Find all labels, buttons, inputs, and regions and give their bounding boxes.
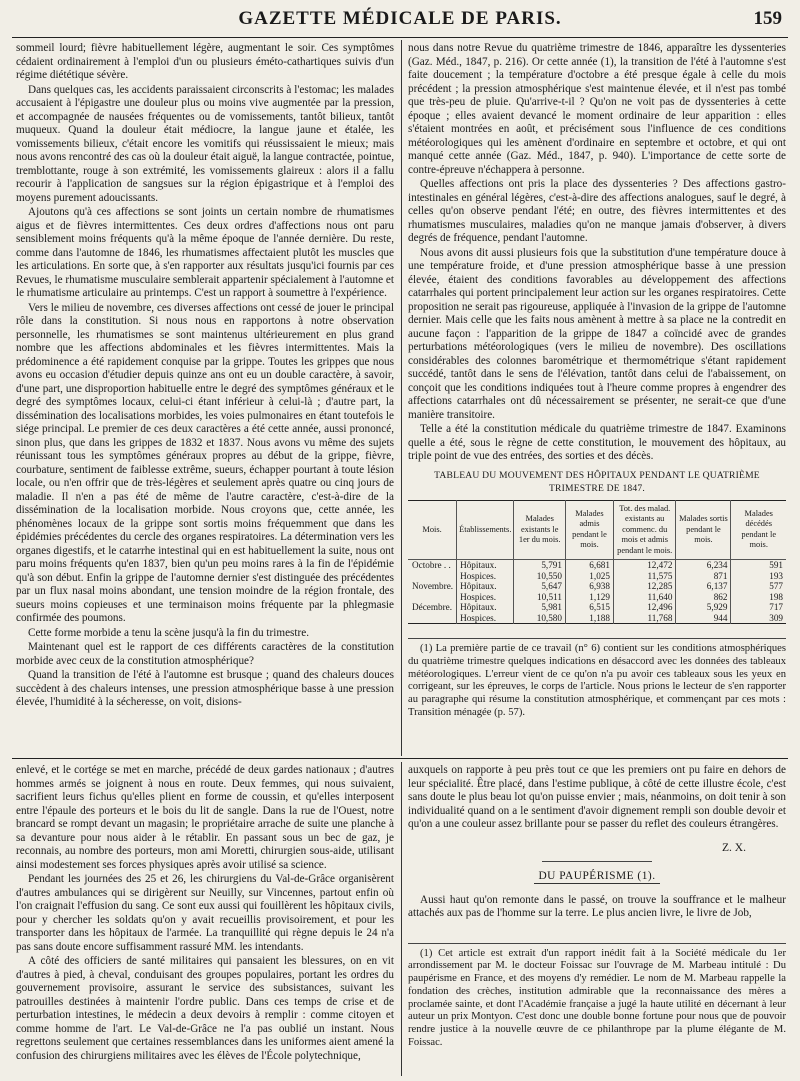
value-cell: 5,929 (676, 602, 731, 613)
column-divider (401, 40, 402, 756)
column-header: Malades décédés pendant le mois. (731, 500, 786, 560)
table-row (408, 571, 786, 582)
month-cell (408, 592, 457, 603)
paragraph: Nous avons dit aussi plusieurs fois que la substitution d'une température douce à une température froide, et d'une pression atmosphérique basse à une pression élevée, étaient des conditions favorables au développement des affections catarrhales qui portent principalement leur action sur les organes respiratoires. Cette proposition ne serait pas rigoureuse, appliquée à l'invasion de la grippe de l'automne dernier. Mais celle que les faits nous amènent à mettre à sa place ne la contredit en aucune façon : l'apparition de la grippe de 1847 a coïncidé avec de grandes perturbations météorologiques (vers le milieu de novembre). Des oscillations considérables des colonnes barométrique et thermométrique s'étant rapidement succédé, tantôt dans le sens de l'élévation, tantôt dans celui de l'abaissement, on conçoit que les conditions indiquées tout à l'heure comme propres à engendrer des affections catarrhales ont dû nécessairement se présenter, ne serait-ce que d'une manière transitoire. (408, 246, 786, 421)
value-cell: 6,515 (565, 602, 613, 613)
value-cell: 5,791 (514, 560, 566, 571)
separator (542, 861, 652, 862)
top-footnote-block (408, 638, 786, 720)
table-row (408, 560, 786, 571)
table-row (408, 613, 786, 624)
paragraph: enlevé, et le cortége se met en marche, précédé de deux gardes nationaux ; d'autres hommes armés se joignent à nous en route. Deux femmes, qui nous suivaient, sacrifient leurs fichus qu'elles plient en forme de coussin, et qu'elles interposent entre l'épaule des porteurs et le bois du lit de sangle. Dans la rue de l'Ouest, notre brancard se rompt devant un magasin; le propriétaire arrache de suite une planche à sa devanture pour nous aider à le rétablir. En passant sous un bec de gaz, je reconnais, au nombre des porteurs, mon ami Moretti, chirurgien sous-aide, utilisant ainsi modestement ses forces physiques après avoir utilisé sa science. (16, 764, 394, 871)
month-cell: Novembre. (408, 581, 457, 592)
page-number: 159 (753, 8, 782, 29)
value-cell: 12,472 (613, 560, 675, 571)
value-cell: 193 (769, 570, 783, 581)
value-cell: 11,575 (613, 571, 675, 582)
value-cell: 1,025 (565, 571, 613, 582)
month-cell: Octobre . . (408, 560, 457, 571)
value-cell: 6,681 (565, 560, 613, 571)
value-cell: 198 (769, 591, 783, 602)
paragraph: nous dans notre Revue du quatrième trimestre de 1846, apparaître les dyssenteries (Gaz. Méd., 1847, p. 216). Or cette année (1), la transition de l'été à l'automne s'est faite doucement ; la température d'octobre a été presque égale à celle du mois précédent ; la pression atmosphérique s'est maintenue élevée, et il n'est pas tombé que très-peu de pluie. Qu'arrive-t-il ? Qu'on ne voit pas de dyssenteries à cette époque ; elles avaient devancé le moment ordinaire de leur apparition : elles s'étaient montrées en août, et précisément sous l'influence de ces conditions météorologiques qui les amènent d'ordinaire en septembre et octobre, et qui ont manqué cette année (Gaz. Méd., 1847, p. 940). L'importance de cette sorte de contre-épreuve n'échappera à personne. (408, 42, 786, 176)
paragraph: A côté des officiers de santé militaires qui pansaient les blessures, on en vit d'autres à pied, à cheval, conduisant des groupes populaires, portant les ordres du gouvernement provisoire, assurant le service des subsistances, suivant les patrouilles destinées à maintenir l'ordre public. Dans ces temps de crise et de perturbation intestines, le médecin a deux devoirs à remplir : comme citoyen et comme homme de l'art. Le Val-de-Grâce ne l'a pas oublié un instant. Nous regrettons seulement que certaines ressemblances dans les uniformes aient amené la confusion des chirurgiens militaires avec les élèves de l'École polytechnique, (16, 955, 394, 1062)
bottom-footnote-block (408, 943, 786, 1050)
column-header: Malades admis pendant le mois. (565, 500, 613, 560)
paragraph: Quand la transition de l'été à l'automne est brusque ; quand des chaleurs douces succèdent à des chaleurs intenses, une pression atmosphérique basse à une pression élevée, l'humidité à la sécheresse, on voit, disions- (16, 669, 394, 708)
value-cell: 10,511 (514, 592, 566, 603)
value-cell: 6,938 (565, 581, 613, 592)
paragraph: Maintenant quel est le rapport de ces différents caractères de la constitution morbide avec ceux de la constitution atmosphérique? (16, 641, 394, 667)
paragraph: Pendant les journées des 25 et 26, les chirurgiens du Val-de-Grâce organisèrent d'autres ambulances qui se dirigèrent sur Neuilly, sur Vincennes, partout enfin où l'on craignait l'effusion du sang. Ce sont eux aussi qui fouillèrent les hôpitaux civils, pour y chercher les soldats qu'on y avait recueillis provisoirement, et pour les transporter dans les hôpitaux de l'armée. La tranquillité qui règne depuis le 24 n'a pas sans doute encore suffisamment rassuré MM. les intendants. (16, 873, 394, 953)
table-row (408, 581, 786, 592)
value-cell: 5,647 (514, 581, 566, 592)
paragraph: Telle a été la constitution médicale du quatrième trimestre de 1847. Examinons quelle a été, sous le règne de cette constitution, le mouvement des hôpitaux, au triple point de vue des entrées, des sorties et des décès. (408, 423, 786, 462)
running-title: GAZETTE MÉDICALE DE PARIS. (238, 8, 562, 29)
page-header (12, 8, 788, 34)
value-cell: 577 (769, 581, 783, 591)
signature: Z. X. (722, 841, 746, 854)
establishment-cell: Hôpitaux. (457, 602, 514, 613)
value-cell: 309 (769, 612, 783, 623)
value-cell: 1,188 (565, 613, 613, 624)
value-cell: 6,234 (676, 560, 731, 571)
paragraph: auxquels on rapporte à peu près tout ce que les premiers ont pu faire en dehors de leur spécialité. Être placé, dans l'estime publique, à côté de cette illustre école, c'est sans doute le plus beau lot qu'on puisse envier ; mais, néanmoins, on doit tenir à son individualité quand on a le sentiment d'avoir dignement rempli son double devoir et qu'on a une couleur assez brillante pour se passer du reflet des couleurs étrangères. (408, 764, 786, 830)
section-rule (12, 758, 788, 759)
value-cell: 5,981 (514, 602, 566, 613)
value-cell: 1,129 (565, 592, 613, 603)
value-cell: 717 (769, 602, 783, 612)
column-header: Établissements. (457, 500, 514, 560)
column-header: Malades sortis pendant le mois. (676, 500, 731, 560)
value-cell: 11,768 (613, 613, 675, 624)
value-cell: 871 (676, 571, 731, 582)
top-left-column (16, 42, 394, 754)
establishment-cell: Hôpitaux. (457, 560, 514, 571)
column-divider (401, 762, 402, 1076)
table-caption: TABLEAU DU MOUVEMENT DES HÔPITAUX PENDANT LE QUATRIÈME TRIMESTRE DE 1847. (434, 469, 760, 494)
section-title-text: DU PAUPÉRISME (1). (534, 870, 659, 884)
value-cell: 10,580 (514, 613, 566, 624)
value-cell: 12,285 (613, 581, 675, 592)
establishment-cell: Hospices. (457, 592, 514, 603)
month-cell: Décembre. (408, 602, 457, 613)
value-cell: 591 (769, 560, 783, 570)
paragraph: Ajoutons qu'à ces affections se sont joints un certain nombre de rhumatismes aigus et de fièvres intermittentes. Ces deux ordres d'affections nous ont paru sensiblement moins fréquents qu'à la même époque de l'année dernière. Du reste, comme dans l'automne de 1846, les rhumatismes affectaient plutôt les muscles que les articulations. En sorte que, à s'en rapporter aux résultats jusqu'ici fournis par ces Revues, le rhumatisme musculaire semblerait appartenir spécialement à l'automne et le rhumatisme articulaire au printemps. C'est un rapport à soumettre à l'expérience. (16, 206, 394, 299)
establishment-cell: Hôpitaux. (457, 581, 514, 592)
footnote: (1) La première partie de ce travail (n° 6) contient sur les conditions atmosphériques du quatrième trimestre quelques indications en désaccord avec les données des tableaux météorologiques. L'erreur vient de ce qu'on n'a pu avoir ces tableaux sous les yeux en corrigeant, sur les épreuves, le corps de l'article. Nous prions le lecteur de s'en rapporter au paragraphe qui résume la constitution atmosphérique, et commençant par ces mots : Transition ménagée (p. 57). (408, 643, 786, 718)
value-cell: 6,137 (676, 581, 731, 592)
footnote: (1) Cet article est extrait d'un rapport inédit fait à la Société médicale du 1er arrondissement par M. le docteur Foissac sur l'ouvrage de M. Marbeau intitulé : Du paupérisme en France, et des moyens d'y remédier. Le nom de M. Marbeau rappelle la fondation des crèches, institution admirable que la reconnaissance des mères a proclamée sainte, et dont l'Académie française a jugé la haute utilité en décernant à leur auteur un prix Montyon. C'est donc une double bonne fortune pour nous que de pouvoir rendre justice à la nouvelle œuvre de ce philanthrope par la plume élégante de M. Foissac. (408, 947, 786, 1049)
column-header: Tot. des malad. existants au commenc. du mois et admis pendant le mois. (613, 500, 675, 560)
value-cell: 11,640 (613, 592, 675, 603)
table-body (408, 560, 786, 624)
table-row (408, 592, 786, 603)
column-header: Malades existants le 1er du mois. (514, 500, 566, 560)
section-title (408, 870, 786, 884)
hospital-movement-table (408, 500, 786, 625)
paragraph: Quelles affections ont pris la place des dyssenteries ? Des affections gastro-intestinales en général légères, c'est-à-dire des affections analogues, sauf le degré, à celles qu'on observe pendant l'été; en outre, des fièvres intermittentes et des rhumatismes musculaires, maladies qu'on ne manque jamais d'observer, à divers degrés de fréquence, pendant l'automne. (408, 178, 786, 244)
paragraph: Cette forme morbide a tenu la scène jusqu'à la fin du trimestre. (28, 626, 309, 639)
bottom-right-column (408, 764, 786, 1076)
month-cell (408, 571, 457, 582)
paragraph: sommeil lourd; fièvre habituellement légère, augmentant le soir. Ces symptômes cédaient ordinairement à l'emploi d'un ou plusieurs éméto-cathartiques suivis d'un régime diététique sévère. (16, 42, 394, 81)
top-right-column (408, 42, 786, 754)
paragraph: Vers le milieu de novembre, ces diverses affections ont cessé de jouer le principal rôle dans la constitution. Si nous nous en rapportons à notre observation personnelle, les rhumatismes se sont maintenus ultérieurement en plus grand nombre que les affections abdominales et les fièvres intermittentes. Mais la prédominence a été rapidement conquise par la grippe. Toutes les grippes que nous avons eu occasion d'étudier depuis quinze ans ont eu un double caractère, à savoir, d'une part, une disproportion habituelle entre le degré des symptômes généraux et le degré des symptômes locaux, celui-ci étant inférieur à celui-là ; d'autre part, la dissémination des localisations morbides, les voies pulmonaires en étant toutefois le siége principal. Le premier de ces deux caractères a été cette année, aussi prononcé, sinon plus, que dans les grippes de 1832 et 1837. Nous avons vu même des sujets réunissant tous les symptômes généraux propres au début de la grippe, fièvre, courbature, sentiment de faiblesse extrême, sueurs, échapper pourtant à toute lésion locale, ou n'en offrir que de très-légères et seulement après quatre ou cinq jours de maladie. Il n'en a pas été de même de l'autre caractère, c'est-à-dire de la dissémination de la localisation morbide. Nous croyons que, cette année, les phénomènes locaux de la grippe sont sortis moins fréquemment que dans les épidémies précédentes du cercle des organes respiratoires. La détermination vers les organes digestifs, et le catarrhe intestinal qui en est habituellement la suite, nous ont paru moins fréquents qu'en 1837, bien qu'un peu moins rares à la fin de l'épidémie qu'à son début. Enfin la grippe de l'automne dernier s'est distinguée des précédentes par un flux nasal moins abondant, une tension moindre de la région frontale, des sueurs moins copieuses et une terminaison moins fréquente par la phlegmasie confirmée des poumons. (16, 301, 394, 624)
value-cell: 862 (676, 592, 731, 603)
month-cell (408, 613, 457, 624)
value-cell: 10,550 (514, 571, 566, 582)
table-row (408, 602, 786, 613)
value-cell: 944 (676, 613, 731, 624)
bottom-left-column (16, 764, 394, 1076)
value-cell: 12,496 (613, 602, 675, 613)
header-rule (12, 37, 788, 38)
establishment-cell: Hospices. (457, 613, 514, 624)
column-header: Mois. (408, 500, 457, 560)
paragraph: Dans quelques cas, les accidents paraissaient circonscrits à l'estomac; les malades accusaient à l'épigastre une douleur plus ou moins vive augmentée par la pression, et accompagnée de nausées fréquentes ou de vomissements, tantôt bilieux, tantôt muqueux. Quand la douleur était médiocre, la langue jaune et étalée, les vomissements bilieux, c'était encore les vomitifs qui réussissaient le mieux; mais nous avons rencontré des cas où la douleur était aiguë, la langue contractée, pointue, tremblottante, rouge à son extrémité, les vomissements glaireux : alors il a fallu recourir à l'application de sangsues sur la région épigastrique et à l'emploi des moyens purement adoucissants. (16, 83, 394, 204)
paragraph: Aussi haut qu'on remonte dans le passé, on trouve la souffrance et le malheur attachés aux pas de l'homme sur la terre. Le plus ancien livre, le livre de Job, (408, 893, 786, 919)
establishment-cell: Hospices. (457, 571, 514, 582)
table-header-row (408, 500, 786, 560)
